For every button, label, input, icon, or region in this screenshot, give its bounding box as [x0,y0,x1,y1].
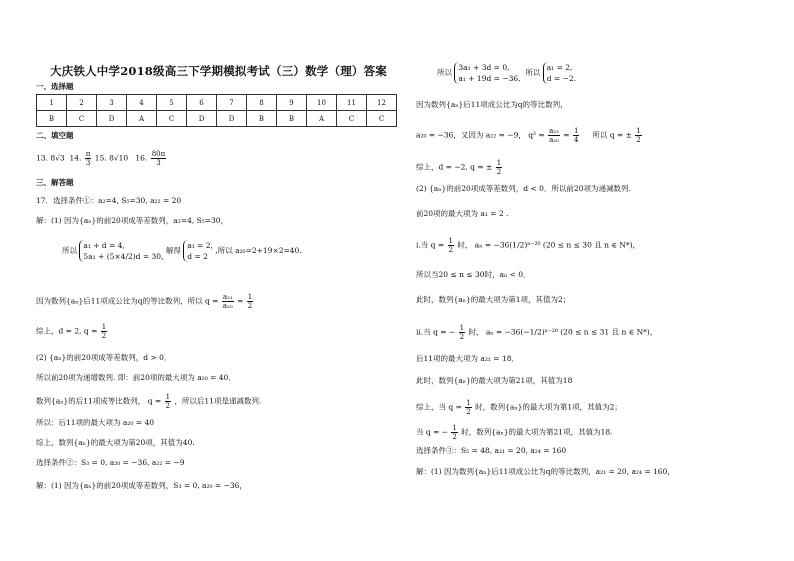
q17-part2: (2) {aₙ}的前20项成等差数列，d > 0． [36,353,172,362]
section-fill-heading: 二、填空题 [36,131,74,140]
table-cell-answer: B [247,111,277,127]
r-conclusion-2: 当 q = − $\frac{1}{2}$ 时，数列{aₙ}的最大项为第21项，其值为18. [416,424,613,441]
q17-condition-2: 选择条件②：S₃ = 0, a₂₀ = −36, a₂₂ = −9 [36,458,185,467]
r-case-i-result: 此时，数列{aₙ}的最大项为第1项，其值为2； [416,295,571,304]
q17-increasing: 所以前20项为递增数列. 即：前20项的最大项为 a₂₀ = 40． [36,373,236,382]
q17-part1-intro: 解：(1) 因为{aₙ}的前20项成等差数列，a₂=4, S₅=30， [36,216,229,225]
page-title: 大庆铁人中学2018级高三下学期模拟考试（三）数学（理）答案 [50,64,388,78]
q16-answer: $\frac{80\pi}{3}$ [151,150,166,167]
equation-system-1: a₁ + d = 4, 5a₁ + (5×4/2)d = 30, [79,240,163,262]
table-cell-number: 6 [187,95,217,111]
r-case-ii-result: 此时，数列{aₙ}的最大项为第21项，其值为18 [416,376,573,385]
q17-summary-1: 综上，d = 2, q = $\frac{1}{2}$ [36,323,107,340]
table-cell-answer: D [97,111,127,127]
q13-answer: 8√3 [50,153,65,163]
q17-conclusion-1: 综上，数列{aₙ}的最大项为第20项，其值为40. [36,438,195,447]
table-cell-answer: B [277,111,307,127]
table-row-answers [37,111,397,127]
table-cell-number: 4 [127,95,157,111]
section-choice-heading: 一、选择题 [36,82,74,91]
r-case-i: i.当 q = $\frac{1}{2}$ 时， aₙ = −36(1/2)ⁿ⁻²⁰ (20 ≤ n ≤ 30 且 n ∈ N*)， [416,237,641,254]
table-cell-number: 1 [37,95,67,111]
table-cell-answer: A [307,111,337,127]
q17-condition-1: 17．选择条件①：a₂=4, S₅=30, a₂₂ = 20 [36,196,182,205]
q16-label: 16. [135,153,148,163]
table-cell-number: 8 [247,95,277,111]
q17-ratio-line: 因为数列{aₙ}后11项成公比为q的等比数列，所以 q = $\frac{\text{a₂₁}}{\text{a₂₀}}$ = $\frac{1}{2}$ [36,293,253,310]
table-cell-answer: D [217,111,247,127]
table-cell-number: 7 [217,95,247,111]
r-negative-terms: 所以当20 ≤ n ≤ 30时，aₙ < 0． [416,270,531,279]
r-geometric-intro: 因为数列{aₙ}后11项成公比为q的等比数列， [416,100,568,109]
answer-table [36,94,397,127]
table-cell-answer: C [67,111,97,127]
r-conclusion-1: 综上，当 q = $\frac{1}{2}$ 时，数列{aₙ}的最大项为第1项，其值为2； [416,399,622,416]
table-cell-number: 3 [97,95,127,111]
q15-label: 15. [94,153,107,163]
table-cell-answer: C [337,111,367,127]
r-case-ii: ii.当 q = − $\frac{1}{2}$ 时， aₙ = −36(−1/2)ⁿ⁻²⁰ (20 ≤ n ≤ 31 且 n ∈ N*)， [416,324,658,341]
table-cell-number: 9 [277,95,307,111]
q17-geometric-part: 数列{aₙ}的后11项成等比数列， q = $\frac{1}{2}$ ，所以后11项是递减数列. [36,393,262,410]
table-cell-answer: C [157,111,187,127]
q17-max-after: 所以：后11项的最大项为 a₂₀ = 40 [36,418,155,427]
q17-condition-2-intro: 解：(1) 因为{aₙ}的前20项成等差数列，S₃ = 0, a₂₀ = −36， [36,481,247,490]
table-cell-answer: A [127,111,157,127]
table-cell-number: 2 [67,95,97,111]
equation-solution-2: a₁ = 2, d = −2. [543,62,576,84]
r-condition-3-intro: 解：(1) 因为数列{aₙ}后11项成公比为q的等比数列，a₂₁ = 20, a₂₄ = 160， [416,467,675,476]
table-cell-answer: C [367,111,397,127]
r-part2: (2) {aₙ}的前20项成等差数列，d < 0．所以前20项为递减数列. [416,184,631,193]
table-cell-number: 11 [337,95,367,111]
table-cell-number: 5 [157,95,187,111]
q13-label: 13. [36,153,48,163]
table-cell-answer: D [187,111,217,127]
q14-label: 14. [69,153,82,163]
equation-system-2: 3a₁ + 3d = 0, a₁ + 19d = −36, [454,62,520,84]
q14-answer: $\frac{\pi}{3}$ [85,150,91,167]
equation-solution-1: a₁ = 2, d = 2 [183,240,213,262]
table-cell-answer: B [37,111,67,127]
fill-answers [36,150,167,167]
table-cell-number: 12 [367,95,397,111]
r-max-first: 前20项的最大项为 a₁ = 2 . [416,209,509,218]
section-solution-heading: 三、解答题 [36,178,74,187]
r-q-squared: a₂₀ = −36，又因为 a₂₂ = −9， q² = $\frac{\text{a₂₂}}{\text{a₂₀}}$ = $\frac{1}{4}$ 所以 q = ± $\frac{1}{2}$ [416,127,641,144]
r-system-line: 所以 3a₁ + 3d = 0, a₁ + 19d = −36, 所以 a₁ = 2, d = −2. [437,63,576,83]
r-summary-1: 综上，d = −2, q = ± $\frac{1}{2}$ [416,159,502,176]
q15-answer: 8√10 [109,153,129,163]
q17-system-line: 所以 a₁ + d = 4, 5a₁ + (5×4/2)d = 30, 解得 a₁ = 2, d = 2 ,所以 a₂₀=2+19×2=40. [62,241,302,261]
r-condition-3: 选择条件③：S₅ = 48, a₂₁ = 20, a₂₄ = 160 [416,446,567,455]
table-cell-number: 10 [307,95,337,111]
r-max-after: 后11项的最大项为 a₂₁ = 18． [416,354,520,363]
table-row-numbers [37,95,397,111]
